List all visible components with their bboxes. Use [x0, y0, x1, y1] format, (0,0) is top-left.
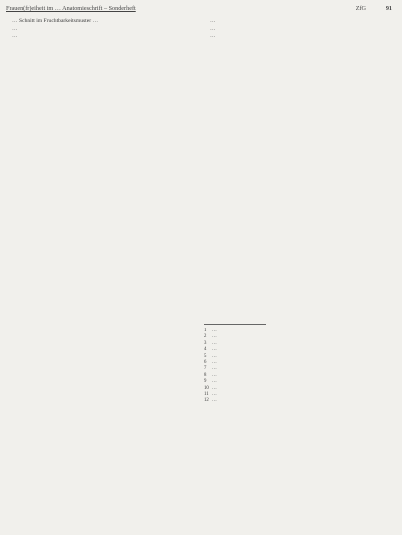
footnote-text: …: [212, 379, 217, 385]
body-paragraph: …: [210, 33, 216, 40]
left-column: [6, 18, 196, 530]
footnotes: [204, 328, 394, 524]
footnote-number: 5: [204, 353, 207, 359]
footnote-number: 1: [204, 328, 207, 333]
running-header: [6, 3, 392, 15]
footnote-number: 11: [204, 392, 209, 398]
footnote-number: 9: [204, 379, 207, 385]
body-paragraph: …: [210, 25, 216, 32]
running-title: Frauen(fr)eiheit im … Anatomieschrift – Sonderheft: [6, 5, 136, 12]
footnote-number: 7: [204, 366, 207, 372]
right-column: [204, 18, 394, 530]
footnote-text: …: [212, 347, 217, 353]
footnote-text: …: [212, 385, 217, 391]
footnote-item: [204, 398, 394, 404]
footnote-number: 3: [204, 340, 207, 346]
footnote-number: 10: [204, 385, 209, 391]
footnote-number: 6: [204, 360, 207, 366]
footnote-text: …: [212, 353, 217, 359]
footnote-text: …: [212, 372, 217, 378]
footnote-text: …: [212, 366, 217, 372]
body-paragraph: …: [12, 33, 18, 40]
body-paragraph: …: [12, 25, 18, 32]
footnote-number: 12: [204, 398, 209, 404]
footnote-separator: [204, 324, 266, 325]
footnote-text: …: [212, 392, 217, 398]
right-column-body: [204, 18, 394, 320]
footnote-text: …: [212, 328, 217, 333]
page-number: 91: [385, 5, 392, 12]
journal-abbreviation: ZfG: [355, 5, 366, 12]
footnote-number: 8: [204, 372, 207, 378]
footnote-text: …: [212, 334, 217, 340]
footnote-number: 2: [204, 334, 207, 340]
body-paragraph: …: [210, 18, 216, 24]
body-paragraph: … Schnitt im Fruchtbarkeitsmuster …: [12, 18, 99, 24]
footnote-text: …: [212, 340, 217, 346]
footnote-text: …: [212, 360, 217, 366]
footnote-number: 4: [204, 347, 207, 353]
footnote-text: …: [212, 398, 217, 404]
